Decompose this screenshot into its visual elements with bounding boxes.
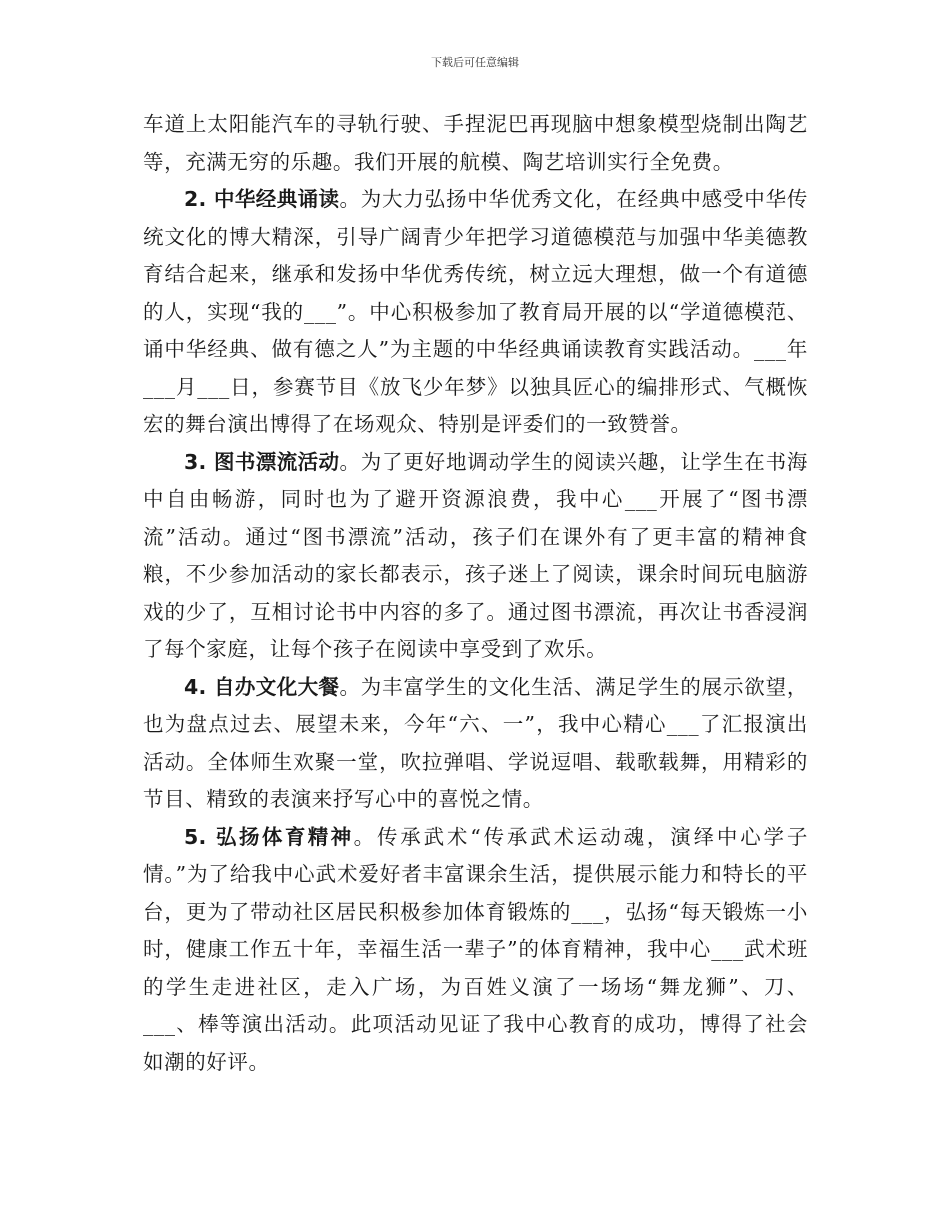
paragraph-continuation bbox=[143, 106, 808, 181]
paragraph-text: 。为了更好地调动学生的阅读兴趣，让学生在书海中自由畅游，同时也为了避开资源浪费，我中心___开展了“图书漂流”活动。通过“图书漂流”活动，孩子们在课外有了更丰富的精神食粮，不少参加活动的家长都表示，孩子迷上了阅读，课余时间玩电脑游戏的少了，互相讨论书中内容的多了。通过图书漂流，再次让书香浸润了每个家庭，让每个孩子在阅读中享受到了欢乐。 bbox=[143, 449, 808, 661]
paragraph-text: 车道上太阳能汽车的寻轨行驶、手捏泥巴再现脑中想象模型烧制出陶艺等，充满无穷的乐趣。我们开展的航模、陶艺培训实行全免费。 bbox=[143, 112, 808, 174]
document-body bbox=[143, 106, 808, 1081]
section-heading: 2. 中华经典诵读 bbox=[184, 187, 340, 211]
paragraph-classics-recitation bbox=[143, 181, 808, 444]
page-header: 下载后可任意编辑 bbox=[431, 56, 519, 69]
section-heading: 4. 自办文化大餐 bbox=[184, 674, 340, 699]
paragraph-book-drifting bbox=[143, 444, 808, 669]
paragraph-culture-feast bbox=[143, 669, 808, 819]
section-heading: 5. 弘扬体育精神 bbox=[184, 824, 354, 849]
section-heading: 3. 图书漂流活动 bbox=[184, 449, 340, 474]
paragraph-text: 。传承武术“传承武术运动魂，演绎中心学子情。”为了给我中心武术爱好者丰富课余生活，提供展示能力和特长的平台，更为了带动社区居民积极参加体育锻炼的___，弘扬“每天锻炼一小时，健康工作五十年，幸福生活一辈子”的体育精神，我中心___武术班的学生走进社区，走入广场，为百姓义演了一场场“舞龙狮”、刀、___、棒等演出活动。此项活动见证了我中心教育的成功，博得了社会如潮的好评。 bbox=[143, 824, 808, 1074]
paragraph-sports-spirit bbox=[143, 819, 808, 1082]
paragraph-text: 。为丰富学生的文化生活、满足学生的展示欲望，也为盘点过去、展望未来，今年“六、一”，我中心精心___了汇报演出活动。全体师生欢聚一堂，吹拉弹唱、学说逗唱、载歌载舞，用精彩的节目、精致的表演来抒写心中的喜悦之情。 bbox=[143, 674, 808, 811]
paragraph-text: 。为大力弘扬中华优秀文化，在经典中感受中华传统文化的博大精深，引导广阔青少年把学习道德模范与加强中华美德教育结合起来，继承和发扬中华优秀传统，树立远大理想，做一个有道德的人，实现“我的___”。中心积极参加了教育局开展的以“学道德模范、诵中华经典、做有德之人”为主题的中华经典诵读教育实践活动。___年___月___日，参赛节目《放飞少年梦》以独具匠心的编排形式、气概恢宏的舞台演出博得了在场观众、特别是评委们的一致赞誉。 bbox=[143, 187, 808, 436]
